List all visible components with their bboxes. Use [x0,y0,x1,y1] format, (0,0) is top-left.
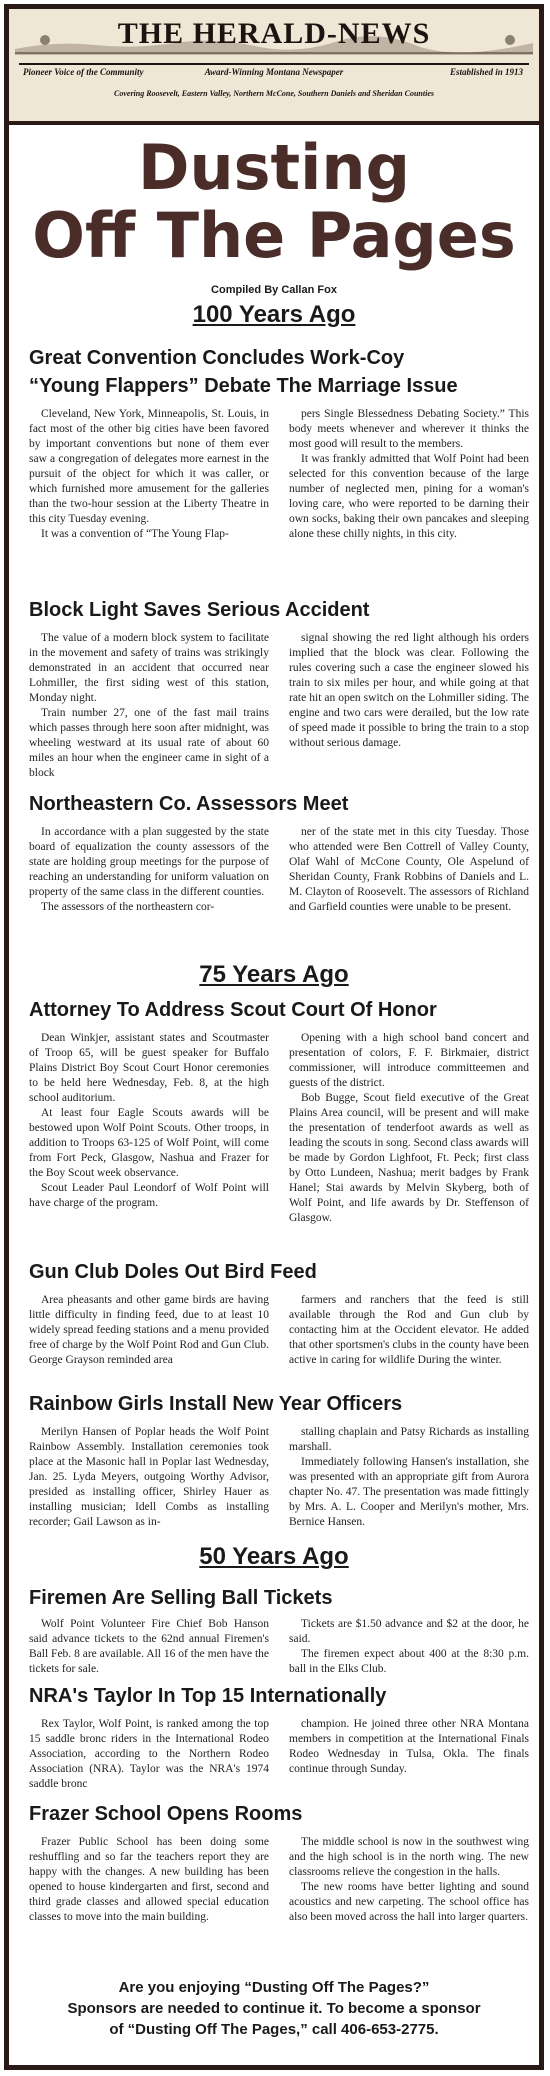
masthead-title: THE HERALD-NEWS [117,17,431,50]
paragraph: The middle school is now in the southwest wing and the high school is in the north wing. The new classrooms relieve the congestion in the halls. [289,1836,529,1878]
section-75-years: 75 Years Ago [199,961,349,988]
section-50-years: 50 Years Ago [199,1543,349,1570]
paragraph: farmers and ranchers that the feed is still available through the Rod and Gun club by contacting him at the Occident elevator. He added that other sportsmen's clubs in the county have been active in caring for wildlife During the winter. [289,1294,529,1366]
paragraph: Wolf Point Volunteer Fire Chief Bob Hanson said advance tickets to the 62nd annual Firemen's Ball Feb. 8 are available. All 16 of the men have the tickets for sale. [29,1618,269,1675]
article-heading: Firemen Are Selling Ball Tickets [29,1587,333,1609]
paragraph: It was a convention of “The Young Flap- [41,528,229,540]
paragraph: The new rooms have better lighting and sound acoustics and new carpeting. The school office has also been moved across the hall into larger quarters. [289,1881,529,1923]
article-column-left [29,1835,269,1925]
article-column-left [29,407,269,542]
masthead-tagline-left: Pioneer Voice of the Community [23,67,144,77]
paragraph: ner of the state met in this city Tuesday. Those who attended were Ben Cottrell of Valley County, Olaf Wahl of McCone County, Ole Aspelund of Sheridan County, Frank Robbins of Daniels and L. M. Clayton of Roosevelt. The assessors of Richland and Garfield counties were unable to be present. [289,826,529,913]
article-column-left [29,825,269,915]
article-column-right [289,1425,529,1530]
article-column-right [289,1293,529,1368]
paragraph: The assessors of the northeastern cor- [41,901,215,913]
sponsor-appeal-phone: of “Dusting Off The Pages,” call 406-653-2775. [109,2021,439,2038]
paragraph: The value of a modern block system to facilitate in the movement and safety of trains was strikingly demonstrated in an accident that occurred near Lohmiller, the first siding west of this station, Monday night. [29,632,269,704]
masthead-coverage: Covering Roosevelt, Eastern Valley, Northern McCone, Southern Daniels and Sheridan Counties [114,89,434,98]
paragraph: Dean Winkjer, assistant states and Scoutmaster of Troop 65, will be guest speaker for Buffalo Plains District Boy Scout Court Honor ceremonies to be held here Wednesday, Feb. 8, at the high school auditorium. [29,1032,269,1104]
article-column-right [289,1617,529,1677]
paragraph: stalling chaplain and Patsy Richards as installing marshall. [289,1426,529,1453]
paragraph: Tickets are $1.50 advance and $2 at the door, he said. [289,1618,529,1645]
article-heading: Great Convention Concludes Work-Coy [29,347,405,369]
article-heading: Frazer School Opens Rooms [29,1803,303,1825]
compiled-by: Compiled By Callan Fox [211,284,337,296]
article-column-right [289,1031,529,1226]
paragraph: The firemen expect about 400 at the 8:30 p.m. ball in the Elks Club. [289,1648,529,1675]
article-column-left [29,631,269,781]
article-column-left [29,1617,269,1677]
masthead-tagline-center: Award-Winning Montana Newspaper [204,67,344,77]
section-100-years: 100 Years Ago [192,301,356,328]
article-heading: Attorney To Address Scout Court Of Honor [29,999,437,1021]
headline-line-2: Off The Pages [32,199,516,272]
article-heading: NRA's Taylor In Top 15 Internationally [29,1685,387,1707]
paragraph: Bob Bugge, Scout field executive of the Great Plains Area council, will be present and will make the presentation of tenderfoot awards as well as leading the scouts in song. Second class awards will be made by Gordon Lighfoot, Ft. Peck; first class by Otto Lundeen, Nashua; merit badges by Frank Hanel; Stai awards by Melvin Skyberg, both of Wolf Point, and life awards by Dr. Steffenson of Glasgow. [289,1092,529,1224]
paragraph: At least four Eagle Scouts awards will be bestowed upon Wolf Point Scouts. Other troops, in addition to Troops 63-125 of Wolf Point, will come from Fort Peck, Glasgow, Nashua and Frazer for the Boy Scout week observance. [29,1107,269,1179]
article-heading: Block Light Saves Serious Accident [29,599,370,621]
paragraph: Immediately following Hansen's installation, she was presented with an appropriate gift from Aurora chapter No. 47. The presentation was made fittingly by Mrs. A. L. Cooper and Merilyn's mother, Mrs. Bernice Hansen. [289,1456,529,1528]
article-column-right [289,1835,529,1925]
masthead-rule [19,63,529,65]
article-heading: Gun Club Doles Out Bird Feed [29,1261,317,1283]
paragraph: pers Single Blessedness Debating Society.” This body meets whenever and wherever it thinks the most good will result to the members. [289,408,529,450]
article-column-left [29,1717,269,1792]
sponsor-appeal-line: Sponsors are needed to continue it. To become a sponsor [67,2000,481,2017]
article-heading: Rainbow Girls Install New Year Officers [29,1393,403,1415]
paragraph: Scout Leader Paul Leondorf of Wolf Point will have charge of the program. [29,1182,269,1209]
newspaper-page [4,4,544,2070]
article-column-left [29,1031,269,1211]
masthead [9,9,539,125]
paragraph: Rex Taylor, Wolf Point, is ranked among the top 15 saddle bronc riders in the International Rodeo Association, according to the Northern Rodeo Association (NRA). Taylor was the NRA's 1974 saddle bronc [29,1718,269,1790]
paragraph: Frazer Public School has been doing some reshuffling and so far the teachers report they are happy with the changes. A new building has been opened to house kindergarten and first, second and third grade classes and allowed special education classes to move into the main building. [29,1836,269,1923]
masthead-established: Established in 1913 [449,67,523,77]
article-subheading: “Young Flappers” Debate The Marriage Issue [29,375,458,397]
article-column-right [289,407,529,542]
article-column-left [29,1425,269,1530]
paragraph: In accordance with a plan suggested by the state board of equalization the county assessors of the state are holding group meetings for the purpose of reaching an understanding for uniform valuation on property of the same class in the different counties. [29,826,269,898]
paragraph: Train number 27, one of the fast mail trains which passes through here soon after midnight, was wheeling westward at its usual rate of about 60 miles an hour when the engineer came in sight of a block [29,707,269,779]
paragraph: Area pheasants and other game birds are having little difficulty in finding feed, due to at least 10 widely spread feeding stations and a menu provided free of charge by the Wolf Point Rod and Gun Club. George Grayson reminded area [29,1294,269,1366]
article-column-right [289,631,529,751]
sponsor-appeal-line: Are you enjoying “Dusting Off The Pages?” [118,1979,430,1996]
paragraph: signal showing the red light although his orders implied that the block was clear. Following the rules covering such a case the engineer slowed his train to six miles per hour, and while going at that rate hit an open switch on the Lohmiller siding. The engine and two cars were derailed, but the low rate of speed made it possible to bring the train to a stop without serious damage. [289,632,529,749]
article-heading: Northeastern Co. Assessors Meet [29,793,349,815]
article-column-right [289,1717,529,1777]
article-column-left [29,1293,269,1368]
paragraph: It was frankly admitted that Wolf Point had been selected for this convention because of the large number of neglected men, pining for a woman's loving care, who were reported to be darning their own socks, baking their own pancakes and sleeping alone these chilly nights, in this city. [289,453,529,540]
paragraph: Opening with a high school band concert and presentation of colors, F. F. Birkmaier, district commissioner, will introduce committeemen and guests of the district. [289,1032,529,1089]
paragraph: champion. He joined three other NRA Montana members in competition at the International Finals Rodeo Wednesday in Tulsa, Okla. The finals continue through Sunday. [289,1718,529,1775]
paragraph: Merilyn Hansen of Poplar heads the Wolf Point Rainbow Assembly. Installation ceremonies took place at the Masonic hall in Poplar last Wednesday, Jan. 25. Lyda Meyers, outgoing Worthy Advisor, presided as installing officer, Shirley Hauer as installing musician; Idell Combs as installing recorder; Gail Lawson as in- [29,1426,269,1528]
article-column-right [289,825,529,915]
sponsor-appeal [9,1977,539,2040]
headline-line-1: Dusting [138,131,410,204]
paragraph: Cleveland, New York, Minneapolis, St. Louis, in fact most of the other big cities have been favored by important conventions but none of them ever saw a congregation of delegates more earnest in the pursuit of the object for which it was caller, or which furnished more amusement for the galleries than the two-hour session at the Liberty Theatre in this city Tuesday evening. [29,408,269,525]
